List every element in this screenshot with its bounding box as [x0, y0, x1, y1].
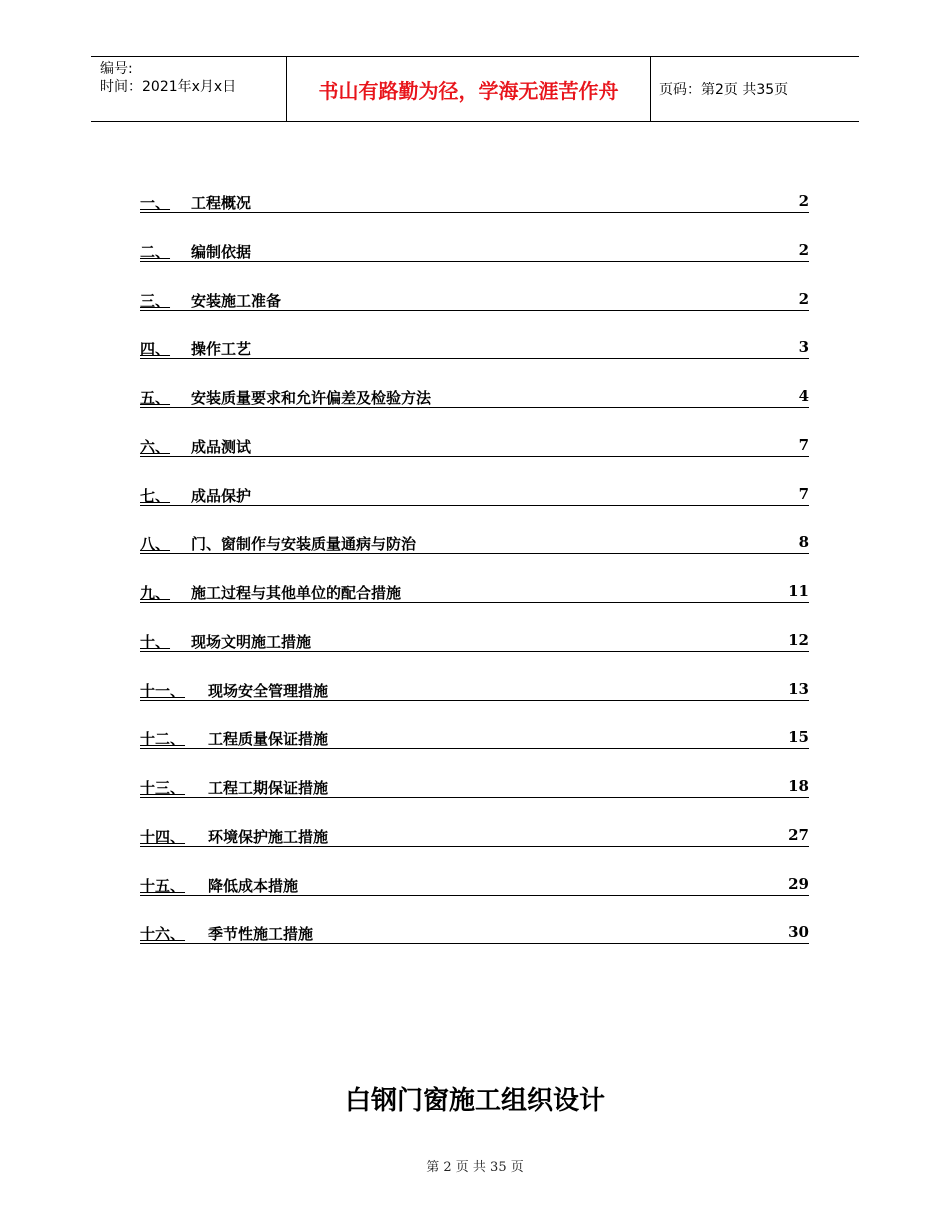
toc-entry-title: 季节性施工措施: [208, 925, 314, 944]
toc-entry[interactable]: [140, 192, 809, 213]
toc-entry[interactable]: [140, 436, 809, 457]
document-title: 白钢门窗施工组织设计: [344, 1086, 605, 1116]
toc-entry-title: 成品测试: [191, 437, 252, 456]
toc-entry-page: 12: [788, 630, 809, 649]
toc-entry[interactable]: [140, 582, 809, 603]
toc-entry-page: 8: [798, 533, 809, 552]
header-page-info: 页码：第2页 共35页: [659, 82, 789, 98]
page-footer: 第 2 页 共 35 页: [426, 1160, 524, 1175]
toc-entry-title: 现场文明施工措施: [191, 632, 312, 651]
toc-entry[interactable]: [140, 826, 809, 847]
toc-entry-title: 安装质量要求和允许偏差及检验方法: [191, 389, 432, 407]
toc-entry-number: 五、: [140, 389, 171, 407]
toc-entry-title: 降低成本措施: [208, 876, 299, 895]
toc-entry-page: 27: [788, 825, 809, 844]
toc-entry[interactable]: [140, 290, 809, 311]
toc-entry-page: 4: [798, 387, 809, 405]
toc-entry-title: 施工过程与其他单位的配合措施: [191, 584, 402, 602]
toc-entry-title: 工程工期保证措施: [208, 779, 329, 797]
time-label: 时间：2021年x月x日: [100, 79, 237, 95]
page-header: [91, 56, 859, 122]
toc-entry-title: 工程概况: [191, 194, 252, 212]
toc-entry[interactable]: [140, 631, 809, 652]
header-motto: 书山有路勤为径，学海无涯苦作舟: [286, 57, 651, 121]
toc-entry[interactable]: [140, 875, 809, 896]
toc-entry[interactable]: [140, 533, 809, 554]
toc-entry-number: 十一、: [140, 681, 186, 700]
toc-entry-page: 7: [798, 484, 809, 503]
toc-entry-page: 18: [788, 777, 809, 795]
toc-entry-title: 环境保护施工措施: [208, 827, 329, 846]
toc-entry-number: 九、: [140, 584, 171, 602]
toc-entry-number: 三、: [140, 291, 171, 310]
toc-entry-page: 7: [798, 435, 809, 454]
toc-entry-number: 十五、: [140, 876, 186, 895]
toc-entry-number: 四、: [140, 340, 171, 359]
serial-label: 编号:: [100, 61, 133, 77]
toc-entry-number: 七、: [140, 486, 171, 505]
toc-entry-page: 2: [798, 289, 809, 308]
toc-entry-page: 2: [798, 240, 809, 259]
toc-entry[interactable]: [140, 680, 809, 701]
header-meta: [100, 60, 236, 96]
toc-entry-title: 现场安全管理措施: [208, 681, 329, 700]
toc-entry-number: 十三、: [140, 779, 186, 797]
toc-entry-page: 3: [798, 338, 809, 357]
toc-entry-title: 操作工艺: [191, 340, 252, 359]
toc-entry-title: 工程质量保证措施: [208, 730, 329, 749]
toc-entry-page: 11: [788, 582, 809, 600]
toc-entry-number: 十六、: [140, 925, 186, 944]
toc-entry-page: 13: [788, 679, 809, 698]
toc-entry-number: 二、: [140, 242, 171, 261]
toc-entry-page: 30: [788, 923, 809, 942]
toc-entry-number: 十、: [140, 632, 171, 651]
toc-entry[interactable]: [140, 485, 809, 506]
toc-entry-page: 2: [798, 192, 809, 210]
toc-entry-number: 八、: [140, 535, 171, 554]
toc-entry-title: 安装施工准备: [191, 291, 282, 310]
toc-entry-title: 成品保护: [191, 486, 252, 505]
toc-entry[interactable]: [140, 777, 809, 798]
toc-entry-title: 编制依据: [191, 242, 252, 261]
toc-entry-page: 15: [788, 728, 809, 747]
toc-entry-title: 门、窗制作与安装质量通病与防治: [191, 535, 417, 554]
toc-entry[interactable]: [140, 923, 809, 944]
toc-entry[interactable]: [140, 728, 809, 749]
toc-entry-number: 十二、: [140, 730, 186, 749]
toc-entry-number: 十四、: [140, 827, 186, 846]
toc-entry-number: 一、: [140, 194, 171, 212]
toc-entry[interactable]: [140, 338, 809, 359]
toc-entry[interactable]: [140, 241, 809, 262]
toc-entry-number: 六、: [140, 437, 171, 456]
toc-entry[interactable]: [140, 387, 809, 408]
toc-entry-page: 29: [788, 874, 809, 893]
